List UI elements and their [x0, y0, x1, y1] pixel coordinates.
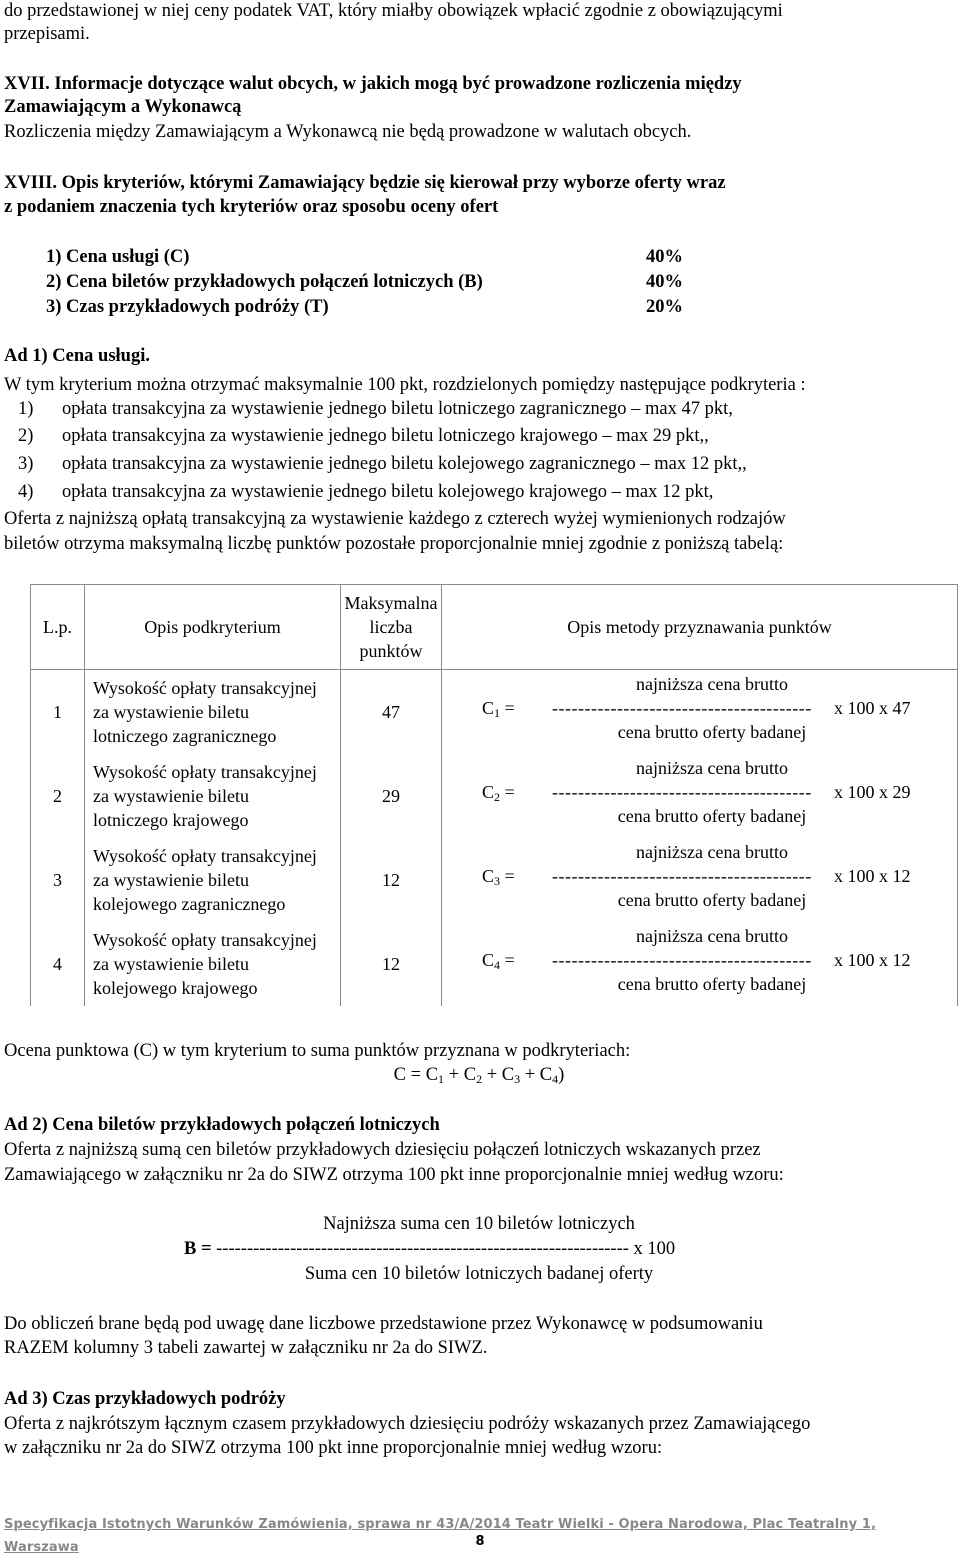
points-formula	[442, 922, 957, 1006]
subcriterion-text: opłata transakcyjna za wystawienie jednego biletu kolejowego krajowego – max 12 pkt,	[62, 482, 714, 502]
row-method	[442, 754, 958, 838]
header-max-line-3: punktów	[359, 641, 423, 661]
row-description	[85, 754, 341, 838]
formula-numerator: najniższa cena brutto	[636, 842, 788, 862]
intro-line-2: przepisami.	[4, 24, 90, 44]
ad2-formula-multiplier: x 100	[628, 1239, 676, 1259]
points-formula	[442, 838, 957, 922]
points-formula	[442, 754, 957, 838]
row-lp: 2	[31, 754, 85, 838]
subcriterion-number: 2)	[18, 426, 34, 446]
sec17-heading-line-2: Zamawiającym a Wykonawcą	[4, 97, 242, 117]
fraction-line: -------------------------------------------------------------------	[216, 1239, 629, 1259]
row-max-points: 29	[341, 754, 442, 838]
ad3-heading: Ad 3) Czas przykładowych podróży	[4, 1389, 286, 1409]
ad3-body-line-2: w załączniku nr 2a do SIWZ otrzyma 100 pkt inne proporcjonalnie mniej według wzoru:	[4, 1438, 663, 1458]
score-text: Ocena punktowa (C) w tym kryterium to suma punktów przyznana w podkryteriach:	[4, 1041, 631, 1061]
row-desc-line: kolejowego krajowego	[93, 978, 258, 998]
page-number: 8	[475, 1534, 485, 1549]
ad1-heading: Ad 1) Cena usługi.	[4, 346, 150, 366]
subcriterion-number: 1)	[18, 399, 34, 419]
row-desc-line: za wystawienie biletu	[93, 786, 249, 806]
fraction-line: ----------------------------------------	[552, 698, 812, 718]
formula-multiplier: x 100 x 12	[834, 950, 911, 970]
ad2-body-line-2: Zamawiającego w załączniku nr 2a do SIWZ otrzyma 100 pkt inne proporcjonalnie mniej według wzoru:	[4, 1165, 784, 1185]
subcriterion-text: opłata transakcyjna za wystawienie jednego biletu kolejowego zagranicznego – max 12 pkt,,	[62, 454, 747, 474]
criterion-1	[46, 246, 696, 269]
row-description	[85, 670, 341, 755]
sec17-body: Rozliczenia między Zamawiającym a Wykonawcą nie będą prowadzone w walutach obcych.	[4, 122, 692, 142]
formula-multiplier: x 100 x 12	[834, 866, 911, 886]
row-desc-line: Wysokość opłaty transakcyjnej	[93, 930, 317, 950]
row-lp: 4	[31, 922, 85, 1006]
formula-lhs: $C_2$ =	[482, 782, 515, 804]
subcriterion-text: opłata transakcyjna za wystawienie jednego biletu lotniczego zagranicznego – max 47 pkt,	[62, 399, 733, 419]
formula-multiplier: x 100 x 47	[834, 698, 911, 718]
ad1-summary-line-1: Oferta z najniższą opłatą transakcyjną za wystawienie każdego z czterech wyżej wymienionych rodzajów	[4, 509, 786, 529]
intro-line-1: do przedstawionej w niej ceny podatek VAT, który miałby obowiązek wpłacić zgodnie z obowiązującymi	[4, 1, 783, 21]
criterion-weight: 40%	[646, 272, 683, 292]
row-description	[85, 838, 341, 922]
criterion-label: 1) Cena usługi (C)	[46, 247, 190, 267]
row-max-points: 12	[341, 838, 442, 922]
sec17-heading-line-1: XVII. Informacje dotyczące walut obcych, w jakich mogą być prowadzone rozliczenia między	[4, 74, 742, 94]
table-row	[31, 670, 958, 755]
ad2-formula-numerator: Najniższa suma cen 10 biletów lotniczych	[323, 1214, 635, 1234]
score-formula: $C = C_1 + C_2 + C_3 + C_4$)	[393, 1065, 565, 1086]
header-max-line-1: Maksymalna	[344, 593, 438, 613]
page-footer: Specyfikacja Istotnych Warunków Zamówienia, sprawa nr 43/A/2014 Teatr Wielki - Opera Narodowa, Plac Teatralny 1, Warszawa	[4, 1517, 876, 1555]
row-desc-line: za wystawienie biletu	[93, 702, 249, 722]
criterion-weight: 20%	[646, 297, 683, 317]
header-lp: L.p.	[31, 585, 85, 670]
row-desc-line: Wysokość opłaty transakcyjnej	[93, 678, 317, 698]
ad2-body-line-1: Oferta z najniższą sumą cen biletów przykładowych dziesięciu połączeń lotniczych wskazanych przez	[4, 1140, 761, 1160]
row-desc-line: za wystawienie biletu	[93, 954, 249, 974]
row-lp: 1	[31, 670, 85, 755]
subcriterion-text: opłata transakcyjna za wystawienie jednego biletu lotniczego krajowego – max 29 pkt,,	[62, 426, 709, 446]
header-method: Opis metody przyznawania punktów	[442, 585, 958, 670]
formula-denominator: cena brutto oferty badanej	[617, 722, 807, 742]
row-desc-line: Wysokość opłaty transakcyjnej	[93, 762, 317, 782]
ad2-formula-lhs: B =	[184, 1239, 217, 1259]
row-description	[85, 922, 341, 1006]
criterion-label: 2) Cena biletów przykładowych połączeń lotniczych (B)	[46, 272, 483, 292]
formula-lhs: $C_4$ =	[482, 950, 515, 972]
formula-lhs: $C_1$ =	[482, 698, 515, 720]
ad2-heading: Ad 2) Cena biletów przykładowych połączeń lotniczych	[4, 1115, 440, 1135]
formula-numerator: najniższa cena brutto	[636, 758, 788, 778]
formula-denominator: cena brutto oferty badanej	[617, 974, 807, 994]
points-formula	[442, 670, 957, 754]
row-desc-line: kolejowego zagranicznego	[93, 894, 286, 914]
row-method	[442, 838, 958, 922]
row-lp: 3	[31, 838, 85, 922]
criterion-label: 3) Czas przykładowych podróży (T)	[46, 297, 329, 317]
ad1-summary-line-2: biletów otrzyma maksymalną liczbę punktów pozostałe proporcjonalnie mniej zgodnie z poniższą tabelą:	[4, 534, 784, 554]
fraction-line: ----------------------------------------	[552, 866, 812, 886]
table-row	[31, 922, 958, 1006]
row-desc-line: lotniczego zagranicznego	[93, 726, 277, 746]
ad2-note-line-1: Do obliczeń brane będą pod uwagę dane liczbowe przedstawione przez Wykonawcę w podsumowaniu	[4, 1314, 763, 1334]
ad2-formula-denominator: Suma cen 10 biletów lotniczych badanej oferty	[304, 1264, 654, 1284]
formula-numerator: najniższa cena brutto	[636, 926, 788, 946]
row-method	[442, 670, 958, 755]
scoring-table	[30, 584, 958, 1006]
ad2-formula-line	[184, 1238, 884, 1261]
criterion-3	[46, 296, 696, 319]
table-header-row	[31, 585, 958, 670]
formula-multiplier: x 100 x 29	[834, 782, 911, 802]
formula-numerator: najniższa cena brutto	[636, 674, 788, 694]
formula-lhs: $C_3$ =	[482, 866, 515, 888]
sec18-heading-line-1: XVIII. Opis kryteriów, którymi Zamawiający będzie się kierował przy wyborze oferty wraz	[4, 173, 726, 193]
fraction-line: ----------------------------------------	[552, 950, 812, 970]
row-max-points: 12	[341, 922, 442, 1006]
row-max-points: 47	[341, 670, 442, 755]
row-desc-line: za wystawienie biletu	[93, 870, 249, 890]
subcriterion-number: 4)	[18, 482, 34, 502]
header-max-line-2: liczba	[369, 617, 413, 637]
formula-denominator: cena brutto oferty badanej	[617, 890, 807, 910]
row-desc-line: lotniczego krajowego	[93, 810, 249, 830]
header-description: Opis podkryterium	[85, 585, 341, 670]
sec18-heading-line-2: z podaniem znaczenia tych kryteriów oraz sposobu oceny ofert	[4, 197, 499, 217]
table-row	[31, 754, 958, 838]
subcriterion-number: 3)	[18, 454, 34, 474]
formula-denominator: cena brutto oferty badanej	[617, 806, 807, 826]
table-row	[31, 838, 958, 922]
ad2-note-line-2: RAZEM kolumny 3 tabeli zawartej w załączniku nr 2a do SIWZ.	[4, 1338, 488, 1358]
ad3-body-line-1: Oferta z najkrótszym łącznym czasem przykładowych dziesięciu podróży wskazanych przez Zamawiającego	[4, 1414, 811, 1434]
criterion-weight: 40%	[646, 247, 683, 267]
row-method	[442, 922, 958, 1006]
row-desc-line: Wysokość opłaty transakcyjnej	[93, 846, 317, 866]
header-max-points	[341, 585, 442, 670]
ad1-intro: W tym kryterium można otrzymać maksymalnie 100 pkt, rozdzielonych pomiędzy następujące podkryteria :	[4, 375, 806, 395]
criterion-2	[46, 271, 696, 294]
fraction-line: ----------------------------------------	[552, 782, 812, 802]
